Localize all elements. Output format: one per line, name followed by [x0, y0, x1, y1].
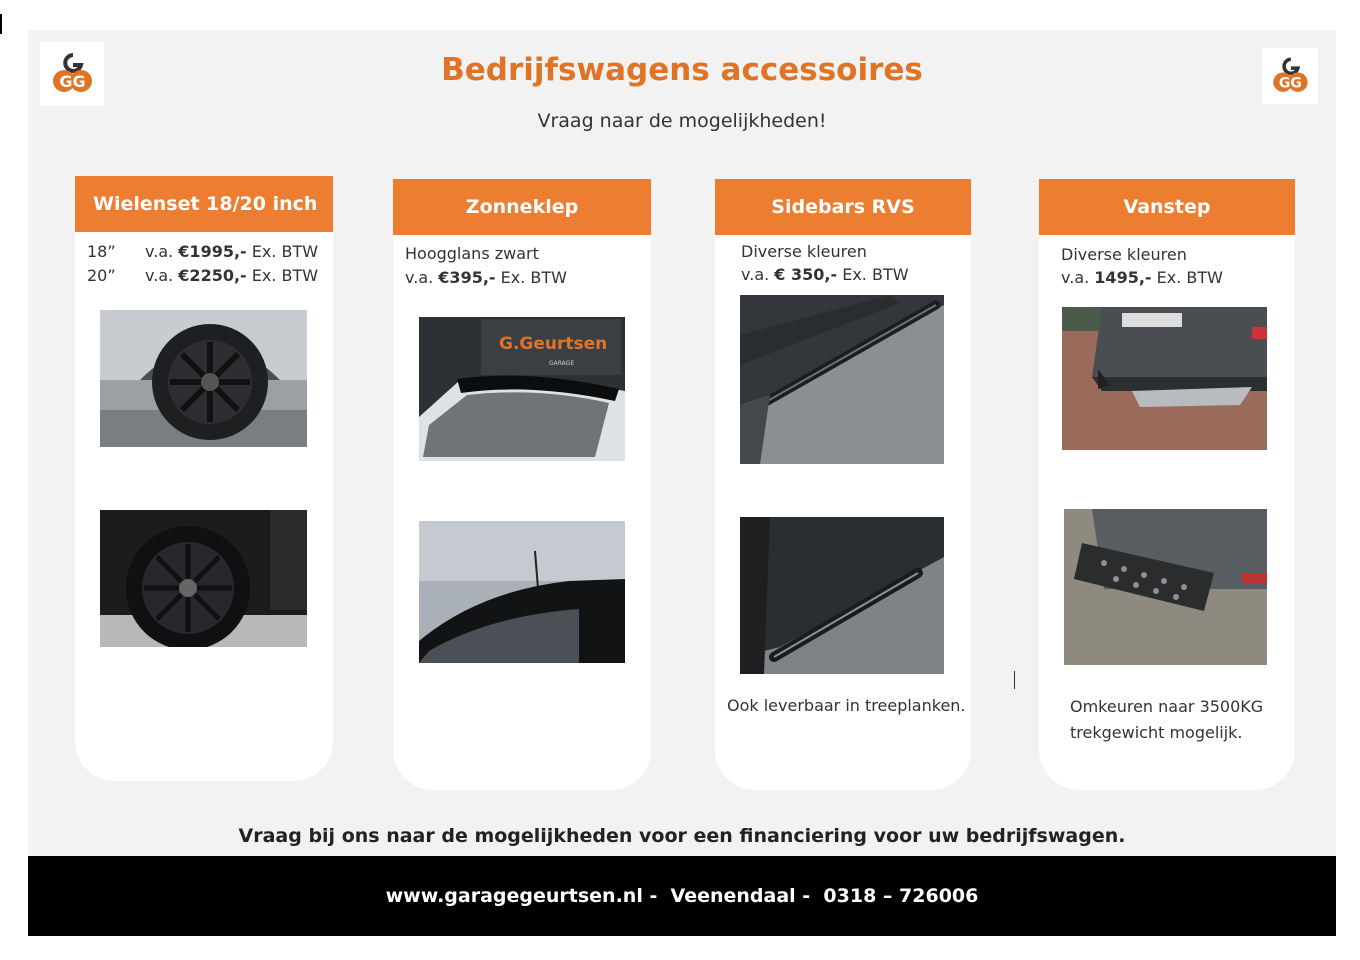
logo-text: GG: [1278, 75, 1303, 92]
price-line: v.a. €395,- Ex. BTW: [405, 268, 567, 287]
logo-text: GG: [59, 72, 86, 91]
footer-contact-bar: www.garagegeurtsen.nl - Veenendaal - 0318 – 726006: [28, 856, 1336, 936]
card-sidebars: [715, 179, 971, 790]
financing-text: Vraag bij ons naar de mogelijkheden voor een financiering voor uw bedrijfswagen.: [238, 825, 1126, 847]
text-cursor: [1014, 671, 1015, 689]
card-wielenset: [75, 176, 333, 781]
vanstep-photo: [1062, 307, 1267, 450]
vanstep-note: Omkeuren naar 3500KG trekgewicht mogelijk.: [1070, 697, 1264, 742]
card-header: Wielenset 18/20 inch: [75, 176, 333, 232]
wheel-photo: [100, 510, 307, 647]
garage-sign-text: G.Geurtsen: [499, 334, 608, 354]
price-line-18: 18” v.a. €1995,- Ex. BTW: [87, 242, 319, 261]
sun-visor-photo: [419, 521, 625, 663]
card-header: Zonneklep: [393, 179, 651, 235]
card-header: Sidebars RVS: [715, 179, 971, 235]
price-line: v.a. € 350,- Ex. BTW: [741, 265, 909, 284]
page-subtitle: Vraag naar de mogelijkheden!: [537, 110, 827, 132]
price-line: v.a. 1495,- Ex. BTW: [1061, 268, 1223, 287]
description: Hoogglans zwart: [405, 244, 539, 263]
price-line-20: 20” v.a. €2250,- Ex. BTW: [87, 266, 319, 285]
description: Diverse kleuren: [741, 242, 867, 261]
wheel-photo: [100, 310, 307, 447]
flyer-page: [28, 30, 1336, 936]
sidebar-photo: [740, 295, 944, 464]
vanstep-photo: [1064, 509, 1267, 665]
card-zonneklep: [393, 179, 651, 790]
garage-sign-sub: GARAGE: [549, 360, 575, 367]
card-vanstep: [1039, 179, 1295, 790]
description: Diverse kleuren: [1061, 245, 1187, 264]
text-cursor: [0, 14, 2, 34]
sidebar-photo: [740, 517, 944, 674]
card-header: Vanstep: [1039, 179, 1295, 235]
page-title: Bedrijfswagens accessoires: [441, 52, 923, 88]
sidebar-note: Ook leverbaar in treeplanken.: [727, 696, 966, 715]
sun-visor-photo: [419, 317, 625, 461]
